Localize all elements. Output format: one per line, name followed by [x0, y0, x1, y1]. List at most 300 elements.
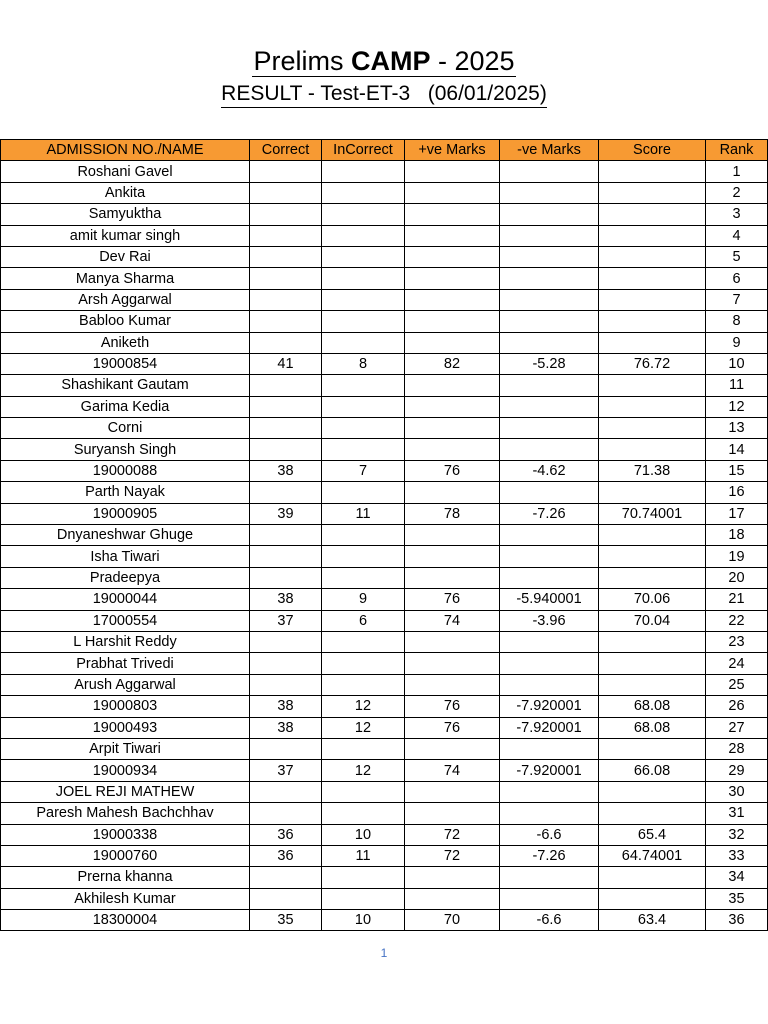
cell-admission-name: Dev Rai: [1, 246, 250, 267]
cell-correct: [250, 311, 322, 332]
cell-correct: [250, 289, 322, 310]
cell-correct: 37: [250, 610, 322, 631]
cell-negative-marks: [500, 631, 599, 652]
cell-positive-marks: [405, 631, 500, 652]
cell-rank: 29: [706, 760, 768, 781]
table-row: [1, 439, 768, 460]
header-negative-marks: -ve Marks: [500, 140, 599, 161]
cell-positive-marks: [405, 332, 500, 353]
cell-admission-name: Shashikant Gautam: [1, 375, 250, 396]
cell-positive-marks: 72: [405, 824, 500, 845]
cell-positive-marks: [405, 204, 500, 225]
title-prefix: Prelims: [253, 46, 351, 76]
cell-negative-marks: [500, 418, 599, 439]
cell-admission-name: Suryansh Singh: [1, 439, 250, 460]
cell-negative-marks: [500, 311, 599, 332]
cell-incorrect: [322, 332, 405, 353]
cell-positive-marks: [405, 567, 500, 588]
cell-negative-marks: [500, 182, 599, 203]
cell-positive-marks: 74: [405, 610, 500, 631]
cell-admission-name: Paresh Mahesh Bachchhav: [1, 803, 250, 824]
cell-rank: 21: [706, 589, 768, 610]
table-row: [1, 246, 768, 267]
cell-negative-marks: -7.26: [500, 503, 599, 524]
table-row: [1, 760, 768, 781]
header-rank: Rank: [706, 140, 768, 161]
cell-correct: [250, 567, 322, 588]
cell-rank: 10: [706, 353, 768, 374]
cell-score: [599, 161, 706, 182]
cell-positive-marks: [405, 546, 500, 567]
cell-rank: 2: [706, 182, 768, 203]
cell-incorrect: [322, 781, 405, 802]
cell-incorrect: 12: [322, 717, 405, 738]
cell-score: 66.08: [599, 760, 706, 781]
table-row: [1, 353, 768, 374]
cell-rank: 1: [706, 161, 768, 182]
table-row: [1, 567, 768, 588]
cell-correct: 37: [250, 760, 322, 781]
cell-rank: 12: [706, 396, 768, 417]
cell-incorrect: [322, 375, 405, 396]
cell-negative-marks: -6.6: [500, 824, 599, 845]
cell-rank: 4: [706, 225, 768, 246]
cell-admission-name: 17000554: [1, 610, 250, 631]
cell-admission-name: Isha Tiwari: [1, 546, 250, 567]
cell-incorrect: [322, 246, 405, 267]
cell-negative-marks: -6.6: [500, 910, 599, 931]
cell-admission-name: 19000088: [1, 460, 250, 481]
cell-positive-marks: [405, 781, 500, 802]
cell-admission-name: Akhilesh Kumar: [1, 888, 250, 909]
cell-rank: 5: [706, 246, 768, 267]
cell-rank: 32: [706, 824, 768, 845]
cell-rank: 20: [706, 567, 768, 588]
cell-rank: 25: [706, 674, 768, 695]
cell-rank: 19: [706, 546, 768, 567]
cell-correct: [250, 781, 322, 802]
table-row: [1, 204, 768, 225]
cell-admission-name: Prabhat Trivedi: [1, 653, 250, 674]
cell-incorrect: 10: [322, 910, 405, 931]
cell-rank: 3: [706, 204, 768, 225]
cell-rank: 36: [706, 910, 768, 931]
cell-correct: [250, 375, 322, 396]
table-row: [1, 589, 768, 610]
cell-rank: 35: [706, 888, 768, 909]
cell-rank: 23: [706, 631, 768, 652]
cell-score: 70.04: [599, 610, 706, 631]
cell-incorrect: [322, 567, 405, 588]
cell-rank: 26: [706, 696, 768, 717]
cell-negative-marks: [500, 482, 599, 503]
cell-correct: [250, 525, 322, 546]
cell-score: 64.74001: [599, 845, 706, 866]
cell-correct: 39: [250, 503, 322, 524]
cell-negative-marks: -7.920001: [500, 717, 599, 738]
cell-admission-name: Dnyaneshwar Ghuge: [1, 525, 250, 546]
cell-negative-marks: [500, 867, 599, 888]
cell-rank: 6: [706, 268, 768, 289]
table-row: [1, 503, 768, 524]
cell-negative-marks: -5.940001: [500, 589, 599, 610]
cell-rank: 7: [706, 289, 768, 310]
cell-incorrect: [322, 738, 405, 759]
title-suffix: - 2025: [430, 46, 515, 76]
cell-incorrect: [322, 289, 405, 310]
cell-score: [599, 738, 706, 759]
cell-correct: [250, 888, 322, 909]
subtitle-text: RESULT - Test-ET-3 (06/01/2025): [221, 81, 547, 108]
cell-incorrect: [322, 268, 405, 289]
cell-positive-marks: [405, 311, 500, 332]
cell-negative-marks: [500, 674, 599, 695]
cell-negative-marks: [500, 738, 599, 759]
cell-negative-marks: -4.62: [500, 460, 599, 481]
cell-admission-name: 19000493: [1, 717, 250, 738]
cell-positive-marks: 76: [405, 589, 500, 610]
cell-correct: [250, 225, 322, 246]
cell-positive-marks: [405, 867, 500, 888]
table-row: [1, 161, 768, 182]
document-title: [0, 44, 768, 78]
page-number: 1: [380, 946, 388, 960]
cell-negative-marks: -5.28: [500, 353, 599, 374]
cell-admission-name: Ankita: [1, 182, 250, 203]
cell-score: [599, 781, 706, 802]
cell-correct: 36: [250, 824, 322, 845]
table-row: [1, 910, 768, 931]
cell-incorrect: 8: [322, 353, 405, 374]
table-row: [1, 311, 768, 332]
cell-score: [599, 182, 706, 203]
cell-positive-marks: [405, 482, 500, 503]
cell-incorrect: [322, 161, 405, 182]
cell-positive-marks: 72: [405, 845, 500, 866]
cell-incorrect: 10: [322, 824, 405, 845]
cell-admission-name: Babloo Kumar: [1, 311, 250, 332]
cell-positive-marks: [405, 375, 500, 396]
cell-negative-marks: [500, 161, 599, 182]
title-bold: CAMP: [350, 46, 431, 76]
cell-negative-marks: [500, 332, 599, 353]
cell-negative-marks: [500, 781, 599, 802]
cell-score: [599, 525, 706, 546]
header-correct: Correct: [250, 140, 322, 161]
cell-negative-marks: [500, 888, 599, 909]
cell-correct: [250, 738, 322, 759]
cell-rank: 18: [706, 525, 768, 546]
cell-incorrect: [322, 803, 405, 824]
cell-score: [599, 375, 706, 396]
cell-positive-marks: [405, 161, 500, 182]
cell-admission-name: 19000803: [1, 696, 250, 717]
cell-admission-name: 19000044: [1, 589, 250, 610]
cell-rank: 16: [706, 482, 768, 503]
cell-incorrect: 12: [322, 696, 405, 717]
cell-rank: 8: [706, 311, 768, 332]
cell-admission-name: Arpit Tiwari: [1, 738, 250, 759]
cell-incorrect: 12: [322, 760, 405, 781]
cell-rank: 14: [706, 439, 768, 460]
cell-correct: [250, 482, 322, 503]
cell-correct: [250, 653, 322, 674]
table-row: [1, 803, 768, 824]
cell-admission-name: Arush Aggarwal: [1, 674, 250, 695]
cell-admission-name: 19000854: [1, 353, 250, 374]
table-row: [1, 375, 768, 396]
cell-correct: [250, 246, 322, 267]
table-row: [1, 418, 768, 439]
cell-incorrect: [322, 182, 405, 203]
cell-admission-name: Pradeepya: [1, 567, 250, 588]
cell-admission-name: Corni: [1, 418, 250, 439]
cell-incorrect: 6: [322, 610, 405, 631]
cell-incorrect: [322, 674, 405, 695]
table-row: [1, 781, 768, 802]
table-row: [1, 845, 768, 866]
table-row: [1, 460, 768, 481]
cell-rank: 28: [706, 738, 768, 759]
cell-rank: 11: [706, 375, 768, 396]
cell-correct: 35: [250, 910, 322, 931]
cell-incorrect: 9: [322, 589, 405, 610]
cell-score: [599, 567, 706, 588]
table-row: [1, 653, 768, 674]
cell-score: 63.4: [599, 910, 706, 931]
cell-score: [599, 888, 706, 909]
cell-negative-marks: [500, 803, 599, 824]
cell-correct: [250, 332, 322, 353]
cell-negative-marks: [500, 439, 599, 460]
cell-incorrect: [322, 311, 405, 332]
cell-negative-marks: [500, 525, 599, 546]
cell-admission-name: Aniketh: [1, 332, 250, 353]
cell-positive-marks: [405, 289, 500, 310]
cell-score: 71.38: [599, 460, 706, 481]
cell-correct: [250, 546, 322, 567]
cell-admission-name: Garima Kedia: [1, 396, 250, 417]
cell-positive-marks: [405, 268, 500, 289]
cell-rank: 27: [706, 717, 768, 738]
table-row: [1, 610, 768, 631]
table-row: [1, 888, 768, 909]
cell-incorrect: [322, 888, 405, 909]
cell-correct: [250, 867, 322, 888]
cell-admission-name: Roshani Gavel: [1, 161, 250, 182]
cell-score: [599, 867, 706, 888]
cell-negative-marks: -7.920001: [500, 760, 599, 781]
cell-positive-marks: [405, 653, 500, 674]
cell-incorrect: [322, 546, 405, 567]
cell-score: 68.08: [599, 717, 706, 738]
cell-score: [599, 653, 706, 674]
cell-admission-name: 18300004: [1, 910, 250, 931]
cell-positive-marks: [405, 525, 500, 546]
cell-score: [599, 225, 706, 246]
cell-score: [599, 482, 706, 503]
cell-positive-marks: [405, 396, 500, 417]
cell-admission-name: Samyuktha: [1, 204, 250, 225]
cell-correct: [250, 182, 322, 203]
cell-correct: 38: [250, 589, 322, 610]
results-table: [0, 139, 768, 931]
cell-score: [599, 332, 706, 353]
cell-admission-name: Parth Nayak: [1, 482, 250, 503]
cell-positive-marks: 76: [405, 717, 500, 738]
cell-admission-name: L Harshit Reddy: [1, 631, 250, 652]
table-row: [1, 289, 768, 310]
cell-correct: [250, 674, 322, 695]
cell-positive-marks: [405, 738, 500, 759]
cell-score: 70.06: [599, 589, 706, 610]
cell-rank: 13: [706, 418, 768, 439]
cell-correct: 36: [250, 845, 322, 866]
cell-incorrect: [322, 525, 405, 546]
cell-negative-marks: [500, 246, 599, 267]
cell-score: [599, 204, 706, 225]
cell-score: [599, 546, 706, 567]
cell-negative-marks: [500, 546, 599, 567]
cell-rank: 33: [706, 845, 768, 866]
cell-correct: [250, 439, 322, 460]
cell-negative-marks: [500, 204, 599, 225]
cell-correct: [250, 204, 322, 225]
table-row: [1, 332, 768, 353]
cell-correct: [250, 268, 322, 289]
cell-score: [599, 439, 706, 460]
cell-negative-marks: [500, 396, 599, 417]
cell-incorrect: [322, 204, 405, 225]
cell-negative-marks: [500, 268, 599, 289]
cell-positive-marks: 76: [405, 696, 500, 717]
table-row: [1, 867, 768, 888]
cell-incorrect: [322, 631, 405, 652]
cell-negative-marks: -7.26: [500, 845, 599, 866]
cell-score: [599, 803, 706, 824]
header-positive-marks: +ve Marks: [405, 140, 500, 161]
cell-incorrect: [322, 225, 405, 246]
cell-positive-marks: 74: [405, 760, 500, 781]
cell-rank: 30: [706, 781, 768, 802]
cell-negative-marks: [500, 653, 599, 674]
cell-correct: [250, 803, 322, 824]
cell-rank: 22: [706, 610, 768, 631]
cell-admission-name: Manya Sharma: [1, 268, 250, 289]
cell-positive-marks: [405, 803, 500, 824]
table-row: [1, 631, 768, 652]
table-row: [1, 525, 768, 546]
document-subtitle: [0, 80, 768, 108]
table-row: [1, 396, 768, 417]
cell-score: [599, 631, 706, 652]
cell-score: [599, 246, 706, 267]
cell-rank: 9: [706, 332, 768, 353]
cell-incorrect: [322, 396, 405, 417]
cell-correct: 38: [250, 717, 322, 738]
cell-incorrect: [322, 867, 405, 888]
cell-score: [599, 418, 706, 439]
cell-incorrect: [322, 653, 405, 674]
cell-positive-marks: [405, 674, 500, 695]
cell-score: 65.4: [599, 824, 706, 845]
cell-incorrect: 11: [322, 845, 405, 866]
table-row: [1, 482, 768, 503]
cell-positive-marks: [405, 225, 500, 246]
cell-negative-marks: -3.96: [500, 610, 599, 631]
cell-rank: 34: [706, 867, 768, 888]
cell-positive-marks: 76: [405, 460, 500, 481]
cell-admission-name: amit kumar singh: [1, 225, 250, 246]
header-admission-name: ADMISSION NO./NAME: [1, 140, 250, 161]
cell-admission-name: 19000905: [1, 503, 250, 524]
cell-positive-marks: 78: [405, 503, 500, 524]
cell-positive-marks: 82: [405, 353, 500, 374]
cell-negative-marks: [500, 375, 599, 396]
cell-score: [599, 268, 706, 289]
cell-score: 70.74001: [599, 503, 706, 524]
cell-rank: 15: [706, 460, 768, 481]
table-row: [1, 674, 768, 695]
cell-correct: [250, 418, 322, 439]
table-row: [1, 225, 768, 246]
header-score: Score: [599, 140, 706, 161]
cell-incorrect: [322, 439, 405, 460]
cell-admission-name: Prerna khanna: [1, 867, 250, 888]
table-row: [1, 182, 768, 203]
cell-correct: 38: [250, 696, 322, 717]
cell-positive-marks: [405, 888, 500, 909]
cell-correct: [250, 396, 322, 417]
cell-admission-name: 19000934: [1, 760, 250, 781]
cell-correct: [250, 161, 322, 182]
table-row: [1, 696, 768, 717]
cell-correct: 38: [250, 460, 322, 481]
cell-negative-marks: -7.920001: [500, 696, 599, 717]
cell-rank: 17: [706, 503, 768, 524]
table-header-row: [1, 140, 768, 161]
cell-incorrect: 11: [322, 503, 405, 524]
cell-negative-marks: [500, 289, 599, 310]
table-row: [1, 738, 768, 759]
cell-positive-marks: 70: [405, 910, 500, 931]
header-incorrect: InCorrect: [322, 140, 405, 161]
cell-positive-marks: [405, 182, 500, 203]
cell-score: 76.72: [599, 353, 706, 374]
cell-incorrect: [322, 418, 405, 439]
cell-incorrect: [322, 482, 405, 503]
cell-admission-name: 19000338: [1, 824, 250, 845]
cell-correct: 41: [250, 353, 322, 374]
cell-rank: 24: [706, 653, 768, 674]
cell-incorrect: 7: [322, 460, 405, 481]
cell-positive-marks: [405, 439, 500, 460]
table-row: [1, 546, 768, 567]
cell-correct: [250, 631, 322, 652]
cell-score: [599, 289, 706, 310]
cell-negative-marks: [500, 225, 599, 246]
table-row: [1, 268, 768, 289]
cell-score: [599, 396, 706, 417]
cell-score: [599, 311, 706, 332]
cell-negative-marks: [500, 567, 599, 588]
cell-positive-marks: [405, 418, 500, 439]
cell-positive-marks: [405, 246, 500, 267]
cell-rank: 31: [706, 803, 768, 824]
cell-admission-name: Arsh Aggarwal: [1, 289, 250, 310]
table-row: [1, 717, 768, 738]
cell-score: [599, 674, 706, 695]
